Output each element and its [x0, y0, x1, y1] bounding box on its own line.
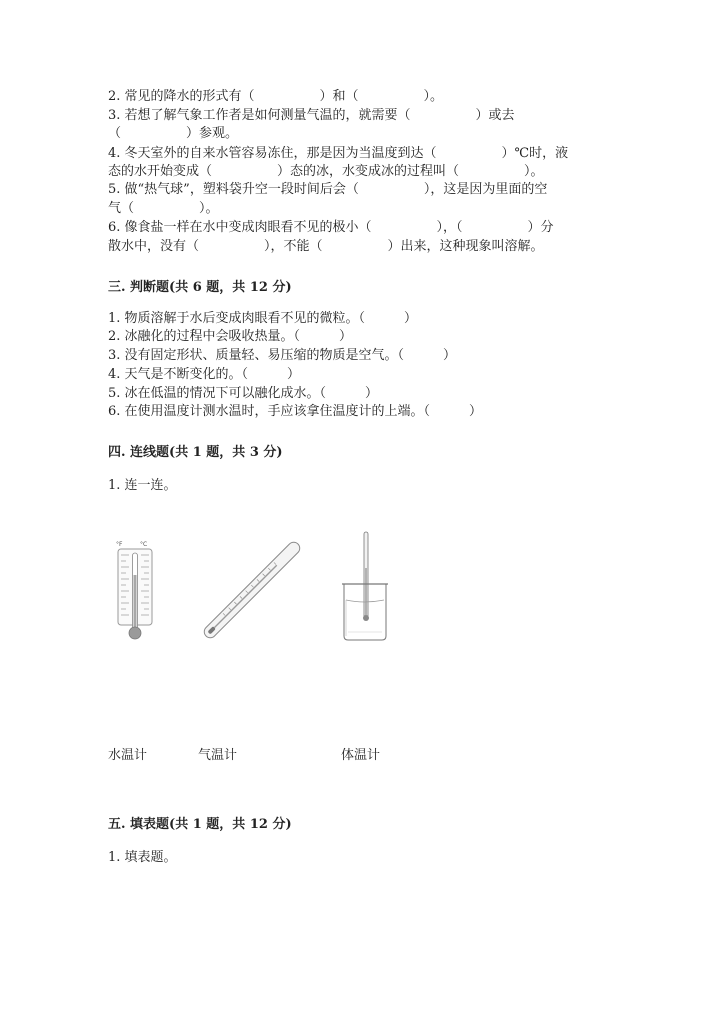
fill-question-6: 6. 像食盐一样在水中变成肉眼看不见的极小（ ），（ ）分 [108, 220, 554, 235]
svg-text:°C: °C [140, 541, 148, 548]
match-question: 1. 连一连。 [108, 478, 177, 493]
fill-question-4: 4. 冬天室外的自来水管容易冻住，那是因为当温度到达（ ）℃时，液 [108, 146, 569, 161]
fill-question-4-cont: 态的水开始变成（ ）态的冰，水变成冰的过程叫（ ）。 [108, 164, 544, 179]
section-5-title: 五. 填表题(共 1 题，共 12 分) [108, 817, 292, 832]
label-air-thermometer: 气温计 [198, 748, 238, 763]
fill-question-5: 5. 做“热气球”，塑料袋升空一段时间后会（ ），这是因为里面的空 [108, 182, 548, 197]
judge-item-5: 5. 冰在低温的情况下可以融化成水。（ ） [108, 386, 379, 401]
table-question: 1. 填表题。 [108, 850, 177, 865]
fill-question-5-cont: 气（ ）。 [108, 201, 219, 216]
section-3-title: 三. 判断题(共 6 题，共 12 分) [108, 280, 292, 295]
section-4-title: 四. 连线题(共 1 题，共 3 分) [108, 445, 283, 460]
judge-item-3: 3. 没有固定形状、质量轻、易压缩的物质是空气。（ ） [108, 348, 457, 363]
judge-item-6: 6. 在使用温度计测水温时，手应该拿住温度计的上端。（ ） [108, 404, 483, 419]
fill-question-3: 3. 若想了解气象工作者是如何测量气温的，就需要（ ）或去 [108, 108, 515, 123]
judge-item-4: 4. 天气是不断变化的。（ ） [108, 367, 301, 382]
fill-question-2: 2. 常见的降水的形式有（ ）和（ ）。 [108, 89, 444, 104]
judge-item-2: 2. 冰融化的过程中会吸收热量。（ ） [108, 329, 353, 344]
beaker-thermometer-icon [335, 528, 395, 646]
svg-text:°F: °F [116, 541, 123, 548]
judge-item-1: 1. 物质溶解于水后变成肉眼看不见的微粒。（ ） [108, 311, 418, 326]
clinical-thermometer-icon [195, 535, 310, 645]
fill-question-3-cont: （ ）参观。 [108, 126, 239, 141]
label-water-thermometer: 水温计 [108, 748, 148, 763]
fill-question-6-cont: 散水中，没有（ ），不能（ ）出来，这种现象叫溶解。 [108, 239, 544, 254]
label-body-thermometer: 体温计 [341, 748, 381, 763]
wall-thermometer-icon [110, 535, 160, 647]
